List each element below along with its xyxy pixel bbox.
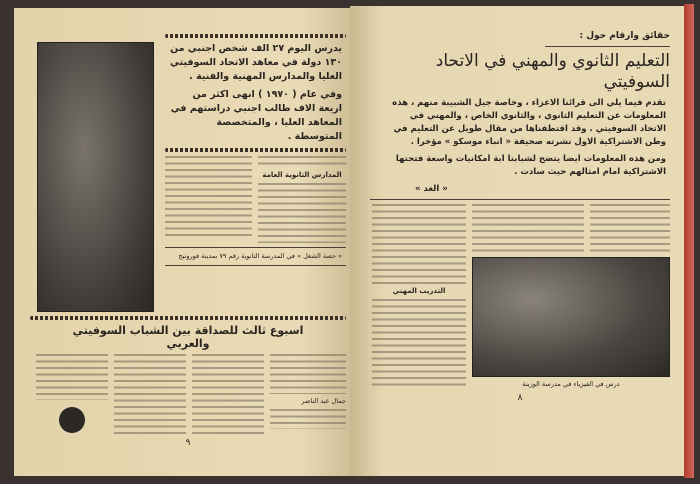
text-column (36, 354, 108, 400)
text-column (372, 299, 466, 389)
text-column (258, 183, 346, 243)
divider (165, 34, 346, 38)
circular-stamp (59, 407, 85, 433)
photo-caption: « حصة الشغل » في المدرسة الثانوية رقم ٧٩ بمدينة فورونيج (178, 252, 342, 260)
photo-caption: درس في الفيزياء في مدرسة الوزينة (522, 380, 620, 388)
text-column (192, 354, 264, 434)
box-text-1: يدرس اليوم ٢٧ الف شخص اجنبي من ١٣٠ دولة في معاهد الاتحاد السوفيتي العليا والمدارس المهنية والفنية . (170, 43, 342, 82)
subheading: التدريب المهني (392, 287, 446, 295)
students-workshop-photo (37, 42, 154, 312)
text-columns (30, 354, 346, 434)
right-section (370, 30, 670, 403)
text-column (372, 204, 466, 284)
physics-class-photo (472, 257, 670, 377)
page-number: ٩ (185, 438, 191, 448)
signature: « الغد » (415, 184, 448, 194)
text-column (258, 156, 346, 168)
text-column (590, 204, 670, 254)
box-text-2: وفي عام ( ١٩٧٠ ) انهى اكثر من اربعة الاف طالب اجنبي دراستهم في المعاهد العليا ، والمتخصصة المتوسطة . (170, 89, 342, 142)
page-number: ٨ (517, 393, 523, 403)
divider (165, 247, 346, 248)
divider (165, 265, 346, 266)
intro-paragraph: ومن هذه المعلومات ايضا يتضح لشبابنا ابة امكانيات واسعة فتحتها الاشتراكية امام امثالهم حيث سادت . (395, 154, 666, 177)
text-columns (165, 156, 346, 243)
signature: جمال عبد الناصر (301, 397, 346, 405)
divider (370, 199, 670, 200)
intro-paragraph: تقدم فيما يلي الى قرائنا الاعزاء ، وخاصة جيل الشبيبة منهم ، هذه المعلومات عن التعليم الثانوي ، والثانوي الخاص ، والمهني في الاتحاد السوفيتي . وقد اقتطفناها من مقال طويل عن التعليم في وطن الاشتراكية الاول نشرته صحيفة « انباء موسكو » مؤخرا . (392, 98, 666, 147)
text-columns (370, 204, 670, 389)
text-column (114, 354, 186, 434)
cover-edge (684, 4, 694, 478)
divider (165, 148, 346, 152)
left-bottom-section (30, 316, 346, 448)
article-title: اسبوع ثالث للصداقة بين الشباب السوفيتي والعربي (72, 324, 304, 350)
divider (30, 316, 346, 320)
article-title: التعليم الثانوي والمهني في الاتحاد السوفيتي (435, 51, 670, 92)
text-column (270, 354, 346, 394)
kicker-underline (545, 46, 670, 47)
subheading: المدارس الثانوية العامة (262, 171, 342, 179)
kicker: حقائق وارقام حول : (579, 31, 670, 41)
left-top-section (165, 34, 346, 266)
text-column (472, 204, 584, 254)
text-column (165, 156, 252, 240)
text-column (270, 409, 346, 429)
